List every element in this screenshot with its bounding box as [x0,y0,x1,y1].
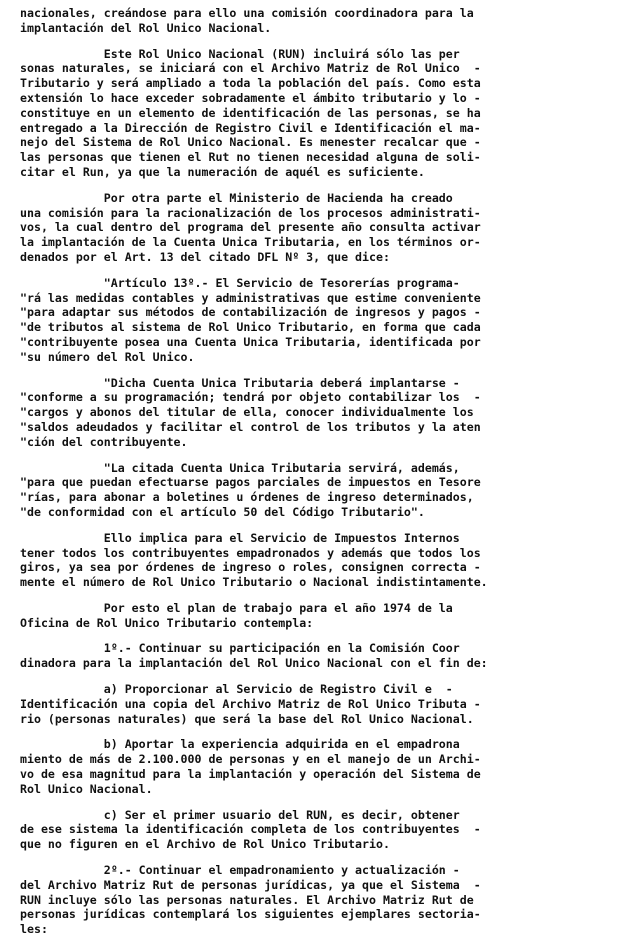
text-line: personas jurídicas contemplará los siguientes ejemplares sectoria- [20,907,481,922]
text-line: "ción del contribuyente. [20,434,188,449]
text-line: Identificación una copia del Archivo Matriz de Rol Unico Tributa - [20,696,481,711]
text-line: "rá las medidas contables y administrativas que estime conveniente [20,290,481,305]
paragraph-gap [20,450,616,461]
paragraph [20,641,616,671]
text-line: les: [20,922,48,937]
paragraph [20,863,616,937]
text-line: del Archivo Matriz Rut de personas jurídicas, ya que el Sistema - [20,877,481,892]
text-line: tener todos los contribuyentes empadronados y además que todos los [20,545,481,560]
text-line: "cargos y abonos del titular de ella, conocer individualmente los [20,405,474,420]
text-line: Este Rol Unico Nacional (RUN) incluirá sólo las per [20,46,460,61]
paragraph [20,461,616,520]
paragraph-gap [20,590,616,601]
text-line: "para adaptar sus métodos de contabilización de ingresos y pagos - [20,305,481,320]
paragraph [20,531,616,590]
text-line: "conforme a su programación; tendrá por objeto contabilizar los - [20,390,481,405]
text-line: a) Proporcionar al Servicio de Registro Civil e - [20,682,453,697]
paragraph [20,6,616,36]
paragraph-gap [20,520,616,531]
paragraph [20,276,616,365]
text-line: constituye en un elemento de identificación de las personas, se ha [20,105,481,120]
text-line: Oficina de Rol Unico Tributario contempla: [20,615,314,630]
text-line: citar el Run, ya que la numeración de aquél es suficiente. [20,164,425,179]
paragraph-gap [20,671,616,682]
text-line: nejo del Sistema de Rol Unico Nacional. Es menester recalcar que - [20,135,481,150]
text-line: vo de esa magnitud para la implantación y operación del Sistema de [20,767,481,782]
paragraph-gap [20,726,616,737]
text-line: extensión lo hace exceder sobradamente el ámbito tributario y lo - [20,90,481,105]
text-line: dinadora para la implantación del Rol Unico Nacional con el fin de: [20,656,488,671]
text-line: c) Ser el primer usuario del RUN, es decir, obtener [20,807,460,822]
text-line: RUN incluye sólo las personas naturales. El Archivo Matriz Rut de [20,892,474,907]
text-line: b) Aportar la experiencia adquirida en el empadrona [20,737,460,752]
text-line: denados por el Art. 13 del citado DFL Nº 3, que dice: [20,249,390,264]
paragraph [20,191,616,265]
paragraph [20,376,616,450]
text-line: las personas que tienen el Rut no tienen necesidad alguna de soli- [20,150,481,165]
paragraph [20,682,616,726]
text-line: vos, la cual dentro del programa del presente año consulta activar [20,220,481,235]
text-line: la implantación de la Cuenta Unica Tributaria, en los términos or- [20,235,481,250]
text-line: 2º.- Continuar el empadronamiento y actualización - [20,863,460,878]
paragraph [20,47,616,180]
paragraph-gap [20,852,616,863]
text-line: Rol Unico Nacional. [20,781,153,796]
paragraph-gap [20,365,616,376]
text-line: mente el número de Rol Unico Tributario o Nacional indistintamente. [20,575,488,590]
text-line: "rías, para abonar a boletines u órdenes de ingreso determinados, [20,490,474,505]
text-line: "La citada Cuenta Unica Tributaria servirá, además, [20,460,460,475]
text-line: Por esto el plan de trabajo para el año 1974 de la [20,600,453,615]
text-line: una comisión para la racionalización de los procesos administrati- [20,205,481,220]
text-line: 1º.- Continuar su participación en la Comisión Coor [20,641,460,656]
text-line: "para que puedan efectuarse pagos parciales de impuestos en Tesore [20,475,481,490]
paragraph [20,737,616,796]
text-line: que no figuren en el Archivo de Rol Unico Tributario. [20,837,390,852]
text-line: "su número del Rol Unico. [20,349,195,364]
text-line: implantación del Rol Unico Nacional. [20,20,272,35]
paragraph-gap [20,630,616,641]
text-line: "Artículo 13º.- El Servicio de Tesorerías programa- [20,275,460,290]
text-line: giros, ya sea por órdenes de ingreso o roles, consignen correcta - [20,560,481,575]
text-line: de ese sistema la identificación completa de los contribuyentes - [20,822,481,837]
paragraph-gap [20,180,616,191]
text-line: "de tributos al sistema de Rol Unico Tributario, en forma que cada [20,320,481,335]
paragraph-gap [20,265,616,276]
text-line: Ello implica para el Servicio de Impuestos Internos [20,530,460,545]
paragraph-gap [20,36,616,47]
text-line: entregado a la Dirección de Registro Civil e Identificación el ma- [20,120,481,135]
text-line: nacionales, creándose para ello una comisión coordinadora para la [20,6,474,20]
paragraph [20,601,616,631]
text-line: sonas naturales, se iniciará con el Archivo Matriz de Rol Unico - [20,61,481,76]
paragraph [20,808,616,852]
text-line: Por otra parte el Ministerio de Hacienda ha creado [20,190,453,205]
text-line: rio (personas naturales) que será la base del Rol Unico Nacional. [20,711,474,726]
text-line: "Dicha Cuenta Unica Tributaria deberá implantarse - [20,375,460,390]
text-line: "contribuyente posea una Cuenta Unica Tributaria, identificada por [20,334,481,349]
text-line: "saldos adeudados y facilitar el control de los tributos y la aten [20,419,481,434]
text-line: miento de más de 2.100.000 de personas y en el manejo de un Archi- [20,752,481,767]
text-line: Tributario y será ampliado a toda la población del país. Como esta [20,76,481,91]
paragraph-gap [20,797,616,808]
text-line: "de conformidad con el artículo 50 del Código Tributario". [20,504,425,519]
